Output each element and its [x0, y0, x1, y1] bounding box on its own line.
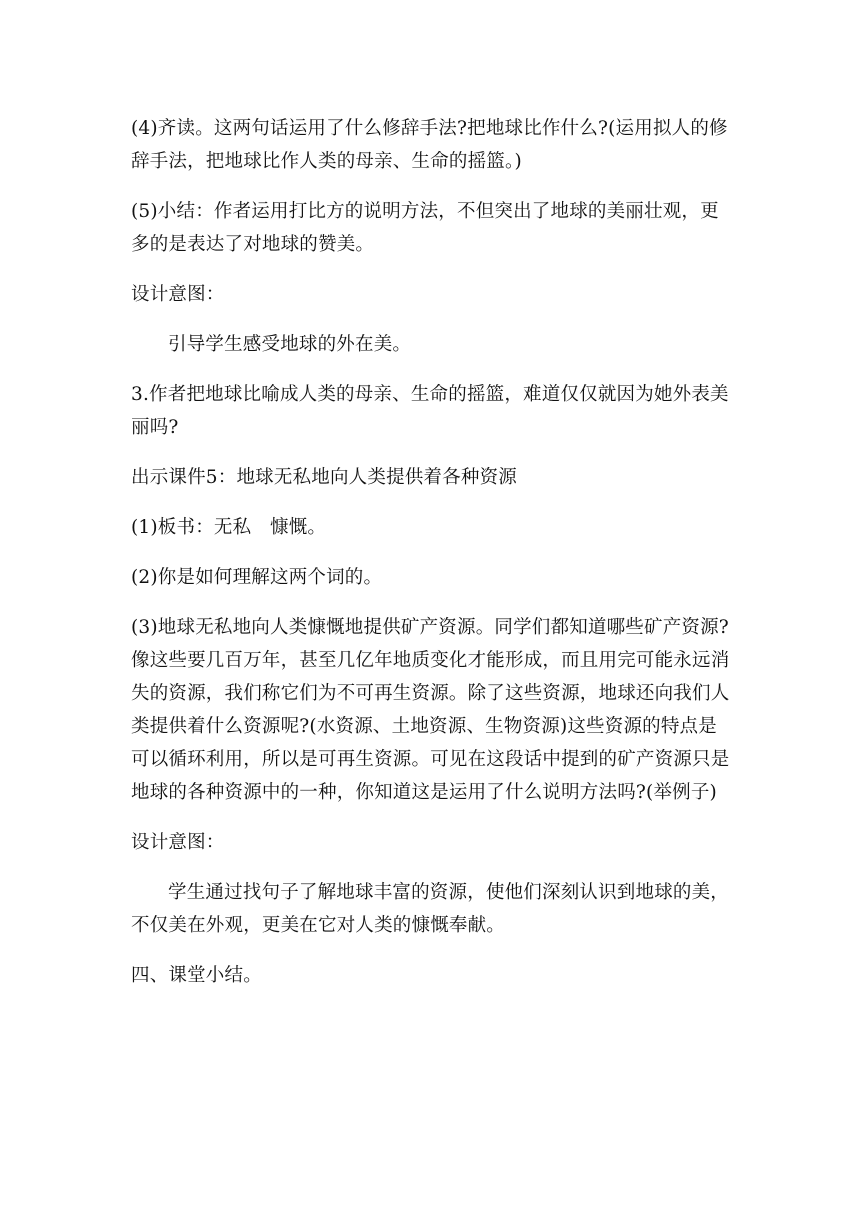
design-intent-text-1: 引导学生感受地球的外在美。 [168, 334, 412, 355]
paragraph-blackboard: (1)板书：无私 慷慨。 [131, 517, 327, 538]
paragraph-summary: (5)小结：作者运用打比方的说明方法，不但突出了地球的美丽壮观，更多的是表达了对地球的赞美。 [131, 201, 719, 255]
document-body [131, 112, 731, 992]
paragraph-metaphor-question: 3.作者把地球比喻成人类的母亲、生命的摇篮，难道仅仅就因为她外表美丽吗? [131, 384, 729, 438]
design-intent-heading-2: 设计意图： [131, 832, 225, 853]
paragraph-understand-words: (2)你是如何理解这两个词的。 [131, 567, 383, 588]
paragraph-resources: (3)地球无私地向人类慷慨地提供矿产资源。同学们都知道哪些矿产资源?像这些要几百万年，甚至几亿年地质变化才能形成，而且用完可能永远消失的资源，我们称它们为不可再生资源。除了这些资源，地球还向我们人类提供着什么资源呢?(水资源、土地资源、生物资源)这些资源的特点是可以循环利用，所以是可再生资源。可见在这段话中提到的矿产资源只是地球的各种资源中的一种，你知道这是运用了什么说明方法吗?(举例子) [131, 617, 730, 803]
section-heading-summary: 四、课堂小结。 [131, 965, 262, 986]
paragraph-courseware-5: 出示课件5：地球无私地向人类提供着各种资源 [131, 467, 517, 488]
design-intent-heading-1: 设计意图： [131, 284, 225, 305]
design-intent-text-2: 学生通过找句子了解地球丰富的资源，使他们深刻认识到地球的美，不仅美在外观，更美在它对人类的慷慨奉献。 [131, 882, 730, 936]
paragraph-recite-question: (4)齐读。这两句话运用了什么修辞手法?把地球比作什么?(运用拟人的修辞手法，把地球比作人类的母亲、生命的摇篮。) [131, 118, 728, 172]
